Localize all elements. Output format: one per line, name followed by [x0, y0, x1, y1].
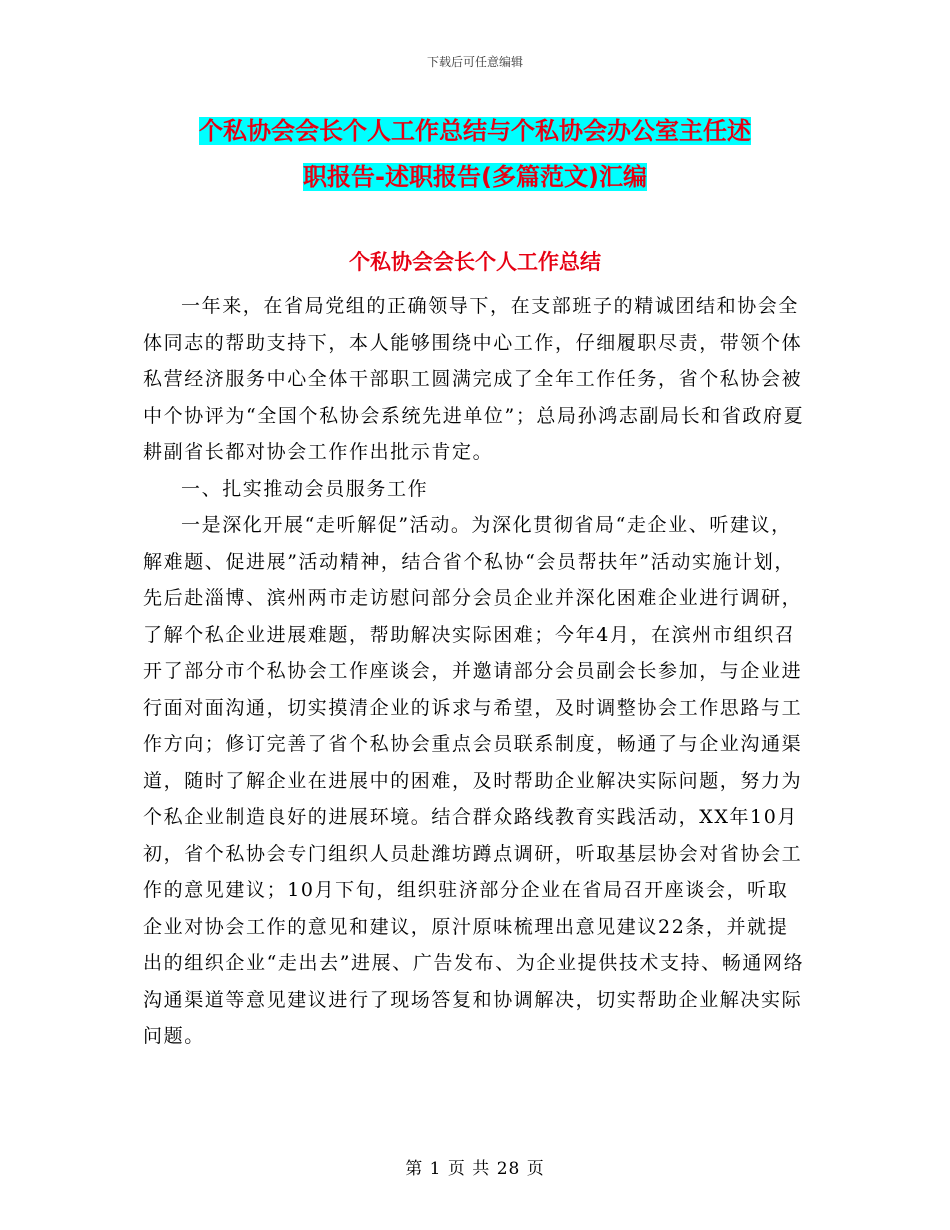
- document-title: [0, 108, 950, 200]
- document-title-line-1: 个私协会会长个人工作总结与个私协会办公室主任述: [199, 117, 751, 145]
- paragraph-member-service: 一是深化开展“走听解促”活动。为深化贯彻省局“走企业、听建议，解难题、促进展”活动精神，结合省个私协“会员帮扶年”活动实施计划，先后赴淄博、滨州两市走访慰问部分会员企业并深化困难企业进行调研，了解个私企业进展难题，帮助解决实际困难；今年4月，在滨州市组织召开了部分市个私协会工作座谈会，并邀请部分会员副会长参加，与企业进行面对面沟通，切实摸清企业的诉求与希望，及时调整协会工作思路与工作方向；修订完善了省个私协会重点会员联系制度，畅通了与企业沟通渠道，随时了解企业在进展中的困难，及时帮助企业解决实际问题，努力为个私企业制造良好的进展环境。结合群众路线教育实践活动，XX年10月初，省个私协会专门组织人员赴潍坊蹲点调研，听取基层协会对省协会工作的意见建议；10月下旬，组织驻济部分企业在省局召开座谈会，听取企业对协会工作的意见和建议，原汁原味梳理出意见建议22条，并就提出的组织企业“走出去”进展、广告发布、为企业提供技术支持、畅通网络沟通渠道等意见建议进行了现场答复和协调解决，切实帮助企业解决实际问题。: [143, 514, 805, 1047]
- paragraph-intro: 一年来，在省局党组的正确领导下，在支部班子的精诚团结和协会全体同志的帮助支持下，本人能够围绕中心工作，仔细履职尽责，带领个体私营经济服务中心全体干部职工圆满完成了全年工作任务，省个私协会被中个协评为“全国个私协会系统先进单位”；总局孙鸿志副局长和省政府夏耕副省长都对协会工作作出批示肯定。: [143, 295, 805, 463]
- header-note: 下载后可任意编辑: [426, 55, 523, 69]
- section-title: 个私协会会长个人工作总结: [349, 250, 601, 274]
- paragraph-heading-1: 一、扎实推动会员服务工作: [181, 477, 429, 500]
- document-title-line-2: 职报告-述职报告(多篇范文)汇编: [303, 163, 647, 191]
- document-body: [143, 288, 808, 1055]
- page-number: 第 1 页 共 28 页: [405, 1159, 545, 1179]
